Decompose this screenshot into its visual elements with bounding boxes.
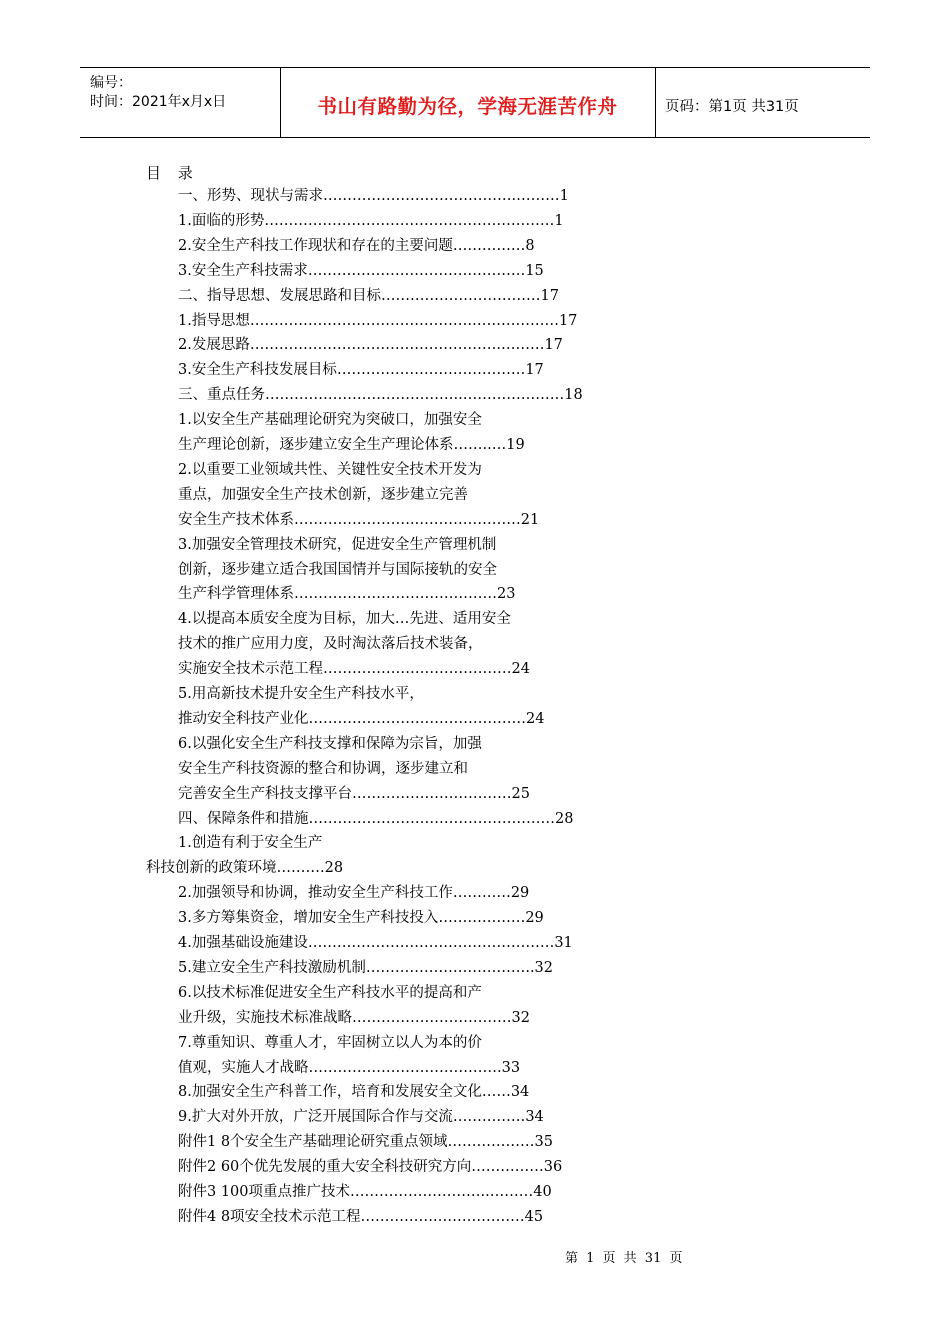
header-motto-cell — [280, 68, 656, 137]
toc-entry: 技术的推广应用力度，及时淘汰落后技术装备， — [178, 636, 483, 653]
toc-entry: 1.面临的形势……………………………………………………1 — [178, 212, 564, 229]
toc-entry: 安全生产技术体系……………………..…………………21 — [178, 511, 540, 528]
toc-entry: 5.用高新技术提升安全生产科技水平， — [178, 686, 424, 702]
document-time-label: 时间：2021年x月x日 — [90, 94, 227, 110]
header-page-cell — [655, 68, 870, 137]
toc-entry: 四、保障条件和措施……………………………………………28 — [178, 810, 574, 827]
toc-entry: 附件4 8项安全技术示范工程…………….………………45 — [178, 1208, 544, 1225]
toc-entry: 9.扩大对外开放，广泛开展国际合作与交流……………34 — [178, 1109, 544, 1126]
toc-entry: 推动安全科技产业化………………………………………24 — [178, 710, 545, 727]
toc-entry: 6.以技术标准促进安全生产科技水平的提高和产 — [178, 984, 482, 1001]
toc-entry: 2.以重要工业领域共性、关键性安全技术开发为 — [178, 461, 482, 478]
toc-entry: 1.创造有利于安全生产 — [178, 835, 323, 852]
toc-entry: 1.指导思想……………………………………….………………17 — [178, 312, 578, 329]
toc-entry: 3.安全生产科技需求………………………………………15 — [178, 262, 544, 279]
toc-entry: 2.发展思路…………………………………………….………17 — [178, 337, 563, 354]
toc-entry: 2.安全生产科技工作现状和存在的主要问题……………8 — [178, 237, 535, 254]
page-header — [80, 67, 870, 138]
toc-entry: 1.以安全生产基础理论研究为突破口，加强安全 — [178, 412, 482, 429]
header-page-label: 页码：第1页 共31页 — [665, 99, 799, 115]
toc-entry: 6.以强化安全生产科技支撑和保障为宗旨，加强 — [178, 735, 482, 752]
toc-entry: 4.加强基础设施建设……………………………………………31 — [178, 935, 573, 951]
toc-entry: 值观，实施人才战略………………………………….33 — [178, 1059, 521, 1076]
toc-entry: 附件2 60个优先发展的重大安全科技研究方向……………36 — [178, 1159, 563, 1176]
toc-entry: 8.加强安全生产科普工作，培育和发展安全文化……34 — [178, 1084, 530, 1101]
toc-entry: 重点，加强安全生产技术创新，逐步建立完善 — [178, 486, 468, 503]
toc-entry: 业升级，实施技术标准战略……………………………32 — [178, 1009, 530, 1026]
header-info-cell — [80, 68, 281, 137]
toc-entry: 完善安全生产科技支撑平台……………………………25 — [178, 785, 530, 802]
toc-entry: 3.加强安全管理技术研究，促进安全生产管理机制 — [178, 536, 497, 553]
toc-entry: 创新，逐步建立适合我国国情并与国际接轨的安全 — [178, 561, 497, 578]
toc-entry: 附件3 100项重点推广技术………………………..………40 — [178, 1184, 552, 1200]
toc-entry: 一、形势、现状与需求………………………………….………1 — [178, 188, 569, 204]
toc-entry: 3.多方筹集资金，增加安全生产科技投入………………29 — [178, 910, 544, 927]
toc-entry: 二、指导思想、发展思路和目标……………………………17 — [178, 287, 559, 304]
toc-entry: 科技创新的政策环境……….28 — [146, 860, 344, 877]
toc-entry: 三、重点任务…………………………………..…………………18 — [178, 387, 583, 404]
toc-entry: 5.建立安全生产科技激励机制……………………………..32 — [178, 959, 554, 976]
page-footer: 第 1 页 共 31 页 — [565, 1251, 683, 1266]
toc-entry: 7.尊重知识、尊重人才，牢固树立以人为本的价 — [178, 1034, 482, 1051]
toc-entry: 实施安全技术示范工程…………………………………24 — [178, 661, 530, 678]
toc-entry: 生产理论创新，逐步建立安全生产理论体系……..…19 — [178, 437, 525, 453]
toc-entry: 4.以提高本质安全度为目标，加大…先进、适用安全 — [178, 611, 511, 628]
toc-entry: 安全生产科技资源的整合和协调，逐步建立和 — [178, 760, 468, 777]
toc-entry: 2.加强领导和协调，推动安全生产科技工作…………29 — [178, 885, 530, 902]
document-number-label: 编号： — [90, 75, 132, 91]
toc-entry: 附件1 8个安全生产基础理论研究重点领域………………35 — [178, 1134, 554, 1151]
header-motto: 书山有路勤为径，学海无涯苦作舟 — [317, 95, 618, 118]
toc-title: 目 录 — [146, 164, 199, 182]
toc-entry: 生产科学管理体系……………………………………23 — [178, 586, 516, 603]
toc-entry: 3.安全生产科技发展目标…………………………………17 — [178, 362, 544, 379]
